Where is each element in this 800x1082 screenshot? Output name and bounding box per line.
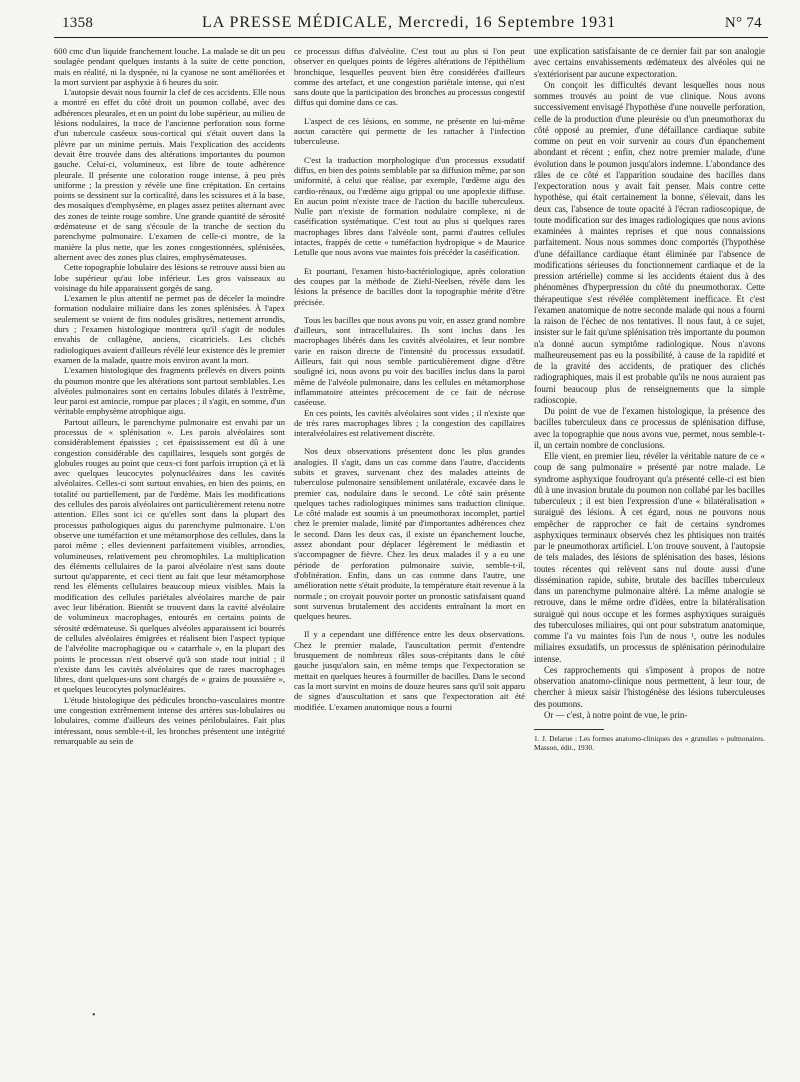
- paragraph: Il y a cependant une différence entre les deux observations. Chez le premier malade, l'auscultation permit d'entendre brusquement de nombreux râles sous-crépitants dans le côté gauche jusqu'alors sain, en même temps que l'expectoration se mettait en quelques heures à fourmiller de bacilles. Dans le second cas la mort survint en moins de douze heures sans qu'il soit apparu de signes d'auscultation et sans que l'expectoration ait été modifiée. L'examen anatomique nous a fourni: [294, 629, 525, 712]
- column-1: [54, 46, 285, 752]
- paragraph: Ces rapprochements qui s'imposent à propos de notre observation anatomo-clinique nous permettent, à leur tour, de chercher à mieux saisir l'histogénèse des lésions tuberculeuses des poumons.: [534, 664, 765, 709]
- article-columns: [54, 46, 768, 752]
- paragraph: Et pourtant, l'examen histo-bactériologique, après coloration des coupes par la méthode de Ziehl-Neelsen, révèle dans les lésions la présence de bacilles dont la topographie mérite d'être précisée.: [294, 265, 525, 307]
- column-2: [294, 46, 525, 752]
- paragraph: 600 cmc d'un liquide franchement louche. La malade se dit un peu soulagée pendant quelques instants à la suite de cette ponction, mais en réalité, ni la dyspnée, ni la cyanose ne sont améliorées et la mort survient par asphyxie à 6 heures du soir.: [54, 46, 285, 87]
- paragraph: Elle vient, en premier lieu, révéler la véritable nature de ce « coup de sang pulmonaire » présenté par notre malade. Le syndrome asphyxique foudroyant qu'a présenté celle-ci est bien dû à une invasion brutale du poumon non collabé par les bacilles tuberculeux ; il est bien l'expression d'une « bilatéralisation » suraiguë des lésions. À cet égard, nous ne pouvons nous empêcher de rapprocher ce fait de certains syndromes asphyxiques terminaux observés chez les phtisiques non traités par le pneumothorax artificiel. L'on trouve souvent, à l'autopsie de tels malades, des lésions de splénisation des bases, lésions toutes récentes qui relèvent sans nul doute aussi d'une dissémination rapide, subite, brutale des bacilles tuberculeux dans un parenchyme pulmonaire altéré. La même analogie se retrouve, dans le même ordre d'idées, entre la bilatéralisation suraiguë qui nous occupe et les formes asphyxiques suraiguës des tuberculoses miliaires, qui ont pour substratum anatomique, comme l'a vu maintes fois l'un de nous ¹, outre les nodules miliaires exsudatifs, un processus de splénisation périnodulaire intense.: [534, 451, 765, 664]
- stray-mark-icon: •: [92, 1010, 96, 1021]
- paragraph: Partout ailleurs, le parenchyme pulmonaire est envahi par un processus de « splénisation ». Les parois alvéolaires sont considérablement épaissies ; cet épaississement est dû à une congestion considérable des capillaires, lesquels sont gorgés de globules rouges au point que ceux-ci font parfois irruption çà et là avec quelques leucocytes polynucléaires dans les cavités alvéolaires. Celles-ci sont surtout envahies, en bien des points, en totalité ou partiellement, par de l'œdème. Mais les modifications des cellules des parois alvéolaires ont particulièrement retenu notre attention. Elles sont ici ce qu'elles sont dans la plupart des processus pathologiques aigus du parenchyme pulmonaire. L'on observe une tuméfaction et une métamorphose des cellules, dans la paroi même ; elles deviennent parfaitement visibles, arrondies, volumineuses, relativement peu chromophiles. La multiplication des éléments cellulaires de la paroi alvéolaire n'est sans doute surtout qu'apparente, et ceci tient au fait que leur métamorphose rend les éléments cellulaires beaucoup mieux visibles. Mais la modification des cellules pariétales alvéolaires marche de pair avec leur libération. Bientôt se trouvent dans la cavité alvéolaire de volumineux macrophages, entourés en certains points de sérosité œdémateuse. Si quelques alvéoles apparaissent ici bourrés de cellules alvéolaires émigrées et réalisent bien l'aspect typique de l'alvéolite macrophagique ou « catarrhale », en la plupart des points le processus n'est observé qu'à son stade tout initial ; il n'existe dans les cavités alvéolaires que de rares macrophages libres, dont quelques-uns sont chargés de « grains de poussière », et quelques leucocytes polynucléaires.: [54, 416, 285, 695]
- paragraph: Cette topographie lobulaire des lésions se retrouve aussi bien au lobe supérieur qu'au lobe inférieur. Les gros vaisseaux au voisinage du hile apparaissent gorgés de sang.: [54, 262, 285, 293]
- paragraph: L'examen histologique des fragments prélevés en divers points du poumon montre que les altérations sont partout semblables. Les alvéoles pulmonaires sont en certains lobules dilatés à l'extrême, leur paroi est amincie, rompue par places ; il s'agit, en somme, d'un véritable emphysème atrophique aigu.: [54, 365, 286, 417]
- page-header: [54, 14, 768, 38]
- paragraph: Nos deux observations présentent donc les plus grandes analogies. Il s'agit, dans un cas comme dans l'autre, d'accidents subits et graves, survenant chez des malades atteints de tuberculose pulmonaire sensiblement unilatérale, excavée dans le premier cas, nodulaire dans le second. Le côté sain présente quelques taches radiologiques minimes sans traduction clinique. Le côté malade est soumis à un pneumothorax incomplet, partiel chez le premier malade, limité par d'importantes adhérences chez le second. Dans les deux cas, il existe un épanchement louche, assez abondant pour déplacer légèrement le médiastin et s'accompagner de fièvre. Chez les deux malades il y a eu une période de perforation pulmonaire suivie, semble-t-il, d'oblitération. Enfin, dans un cas comme dans l'autre, une amélioration nette s'était produite, la température était revenue à la normale ; on croyait pouvoir porter un pronostic satisfaisant quand sont survenus brutalement des accidents entraînant la mort en quelques heures.: [294, 446, 525, 622]
- paragraph: L'étude histologique des pédicules broncho-vasculaires montre une congestion extrêmement intense des artères sus-lobulaires ou lobulaires, comme d'ailleurs des veines périlobulaires. Fait plus intéressant, nous semble-t-il, les bronches présentent une intégrité remarquable au sein de: [54, 694, 285, 746]
- paragraph: On conçoit les difficultés devant lesquelles nous nous sommes trouvés au point de vue clinique. Nous avons successivement envisagé l'hypothèse d'une nouvelle perforation, celle de la production d'une pleurésie ou d'un pneumothorax du côté opposé au premier, d'une défaillance cardiaque subite comme on peut en voir survenir au cours d'un épanchement abondant et récent ; enfin, chez notre premier malade, d'une évolution dans le poumon jusqu'alors indemne. L'abondance des râles de ce côté et l'apparition soudaine des bacilles dans l'expectoration nous y avait fait penser. Mais contre cette hypothèse, qui était certainement la bonne, s'élevait, dans les deux cas, l'absence de toute opacité à l'écran radioscopique, de toute modification sur des images radiologiques que nous avions examinées à maintes reprises et que nous connaissions parfaitement. Nous nous sommes donc comportés (l'hypothèse d'une défaillance cardiaque étant éliminée par l'absence de modifications sérieuses du fonctionnement cardiaque et de la pression artérielle) comme si les accidents étaient dus à des phénomènes d'hyperpression du côté du pneumothorax. Cette thérapeutique s'est révélée complètement inefficace. Et c'est l'examen anatomique de notre seconde malade qui nous a fourni la raison de l'échec de nos tentatives. Il nous faut, à ce sujet, insister sur le fait qu'une splénisation très importante du poumon n'a donné aucun symptôme radiologique. Nous n'avons malheureusement pas eu la possibilité, à cause de la rapidité et de la gravité des accidents, de pratiquer des clichés radiographiques, mais il est probable qu'ils ne nous auraient pas fourni beaucoup plus de renseignements que la simple radioscopie.: [534, 79, 765, 405]
- paragraph: Or — c'est, à notre point de vue, le prin-: [544, 709, 688, 720]
- paragraph: L'autopsie devait nous fournir la clef de ces accidents. Elle nous a montré en effet du côté droit un poumon collabé, avec des adhérences pleurales, et en un point du lobe supérieur, au milieu de lésions nodulaires, la trace de l'ancienne perforation sous forme d'un tubercule caséeux sous-cortical qui s'était ouvert dans la plèvre par un minime pertuis. Mais l'explication des accidents devait être trouvée dans des altérations importantes du poumon gauche. Celui-ci, volumineux, est libre de toute adhérence pleurale. Il présente une coloration rouge intense, à peu près uniforme ; la pression y révèle une fine crépitation. En certains points se dessinent sur la corticalité, dans les scissures et à la base, des mosaïques d'emphysème, en plages assez petites alternant avec des zones de teinte rouge sombre. Une grande quantité de sérosité œdémateuse et de sang s'écoule de la tranche de section du parenchyme pulmonaire. L'examen de celle-ci montre, de la manière la plus nette, que les zones congestionnées, splénisées, alternent avec des zones plus claires, emphysémateuses.: [54, 87, 285, 262]
- paragraph: Tous les bacilles que nous avons pu voir, en assez grand nombre d'ailleurs, sont intracellulaires. Ils sont inclus dans les macrophages libérés dans les cavités alvéolaires, et leur nombre varie en raison directe de l'intensité du processus exsudatif. Ailleurs, fait qui nous semble particulièrement digne d'être souligné ici, nous avons pu voir des bacilles inclus dans la paroi même de l'alvéole pulmonaire, dans les cellules en métamorphose inflammatoire atteintes précocement de ce fait de nécrose caséeuse.: [294, 314, 526, 408]
- footnote-divider: [534, 729, 604, 730]
- page-number: 1358: [62, 15, 94, 31]
- journal-title: LA PRESSE MÉDICALE, Mercredi, 16 Septembre 1931: [202, 14, 617, 31]
- footnote: 1. J. Delarue : Les formes anatomo-cliniques des « granulies » pulmonaires. Masson, édit., 1930.: [534, 734, 765, 752]
- paragraph: ce processus diffus d'alvéolite. C'est tout au plus si l'on peut observer en quelques points de légères altérations de l'épithélium bronchique, lesquelles peuvent bien être considérées d'ailleurs comme des artefact, et une congestion pariétale intense, qui n'est sans doute que la participation des bronches au processus congestif diffus qui domine dans ce cas.: [294, 46, 525, 108]
- paragraph: En ces points, les cavités alvéolaires sont vides ; il n'existe que de très rares macrophages libres ; la congestion des capillaires interalvéolaires est relativement discrète.: [294, 407, 525, 439]
- paragraph: L'examen le plus attentif ne permet pas de déceler la moindre formation nodulaire miliaire dans les zones splénisées. À l'apex seulement se voient de fins nodules grisâtres, nettement arrondis, durs ; l'examen histologique montrera qu'il s'agit de nodules envahis de collagène, anciens, cicatriciels. Les clichés radiologiques avaient d'ailleurs révélé leur existence dès le premier examen de la malade, quatre mois environ avant la mort.: [54, 293, 285, 365]
- paragraph: L'aspect de ces lésions, en somme, ne présente en lui-même aucun caractère qui permette de les rattacher à l'infection tuberculeuse.: [294, 115, 525, 147]
- column-3: [534, 46, 765, 752]
- paragraph: C'est la traduction morphologique d'un processus exsudatif diffus, en bien des points semblable par sa diffusion même, par son uniformité, à celui que réalise, par exemple, l'œdème aigu des cardio-rénaux, ou l'œdème aigu grippal ou une apoplexie diffuse. En aucun point n'existe trace de l'action du bacille tuberculeux. Nulle part n'existe de formation nodulaire complexe, ni de caséification systématique. C'est tout au plus si quelques rares macrophages libres dans l'alvéole sont, parmi d'autres cellules intactes, frappés de cette « tuméfaction hydropique » de Maurice Letulle que nous avons vue maintes fois précéder la caséification.: [294, 154, 525, 258]
- paragraph: une explication satisfaisante de ce dernier fait par son analogie avec certains envahissements œdémateux des alvéoles qui ne s'extériorisent par aucune expectoration.: [534, 46, 765, 79]
- issue-number: N° 74: [724, 15, 762, 31]
- paragraph: Du point de vue de l'examen histologique, la présence des bacilles tuberculeux dans ce processus de splénisation diffuse, avec la topographie que nous avons vue, permet, nous semble-t-il, un certain nombre de conclusions.: [534, 406, 765, 450]
